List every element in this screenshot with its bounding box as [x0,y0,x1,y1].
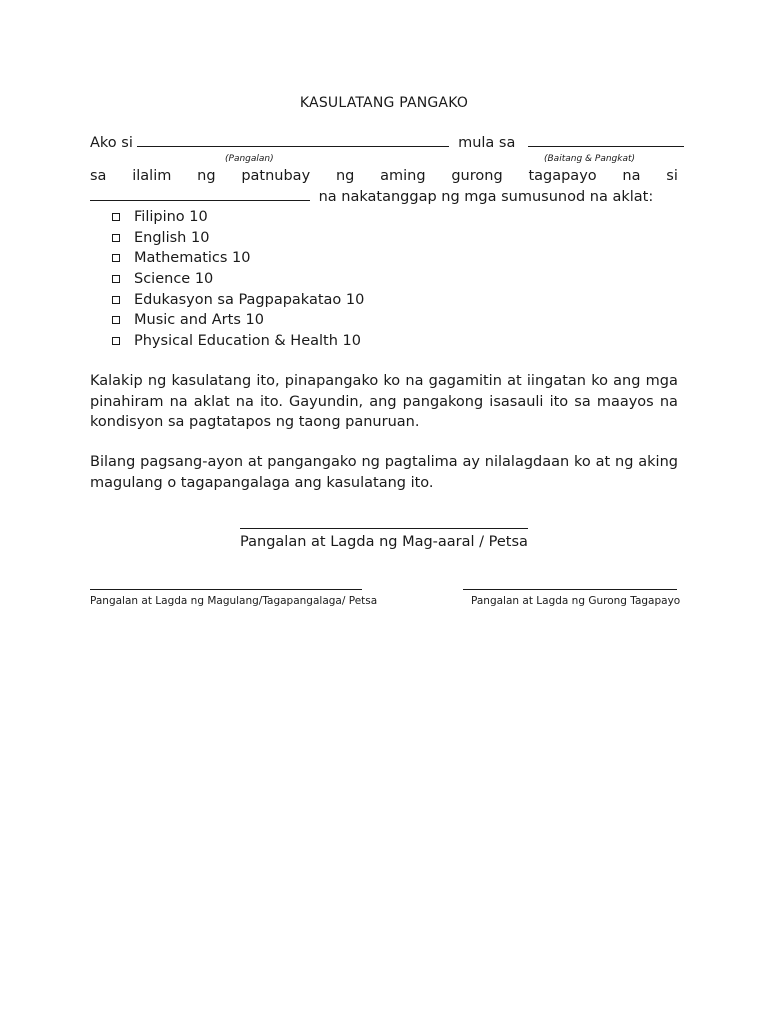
checkbox[interactable] [112,316,120,324]
word: ng [197,168,216,184]
adviser-signature-line[interactable] [463,589,677,590]
book-checklist [112,207,364,351]
word: na [169,393,188,410]
list-item [112,289,364,310]
book-label: Music and Arts 10 [134,312,264,329]
book-label: Science 10 [134,271,214,288]
name-hint: (Pangalan) [225,154,274,164]
receipt-line [90,189,653,205]
word: nilalagdaan [484,454,570,470]
checkbox[interactable] [112,234,120,242]
document-title: KASULATANG PANGAKO [299,95,469,111]
word: gagamitin [428,373,502,389]
checkbox[interactable] [112,254,120,262]
consent-line-2: magulang o tagapangalaga ang kasulatang ito. [90,474,434,491]
word: ng [147,373,167,389]
list-item [112,248,364,269]
adviser-signature-label: Pangalan at Lagda ng Gurong Tagapayo [471,595,681,607]
student-signature-line[interactable] [240,528,528,529]
word: na [659,393,678,410]
pledge-line-2 [90,392,678,413]
word: ko [574,454,591,470]
checkbox[interactable] [112,337,120,345]
pledge-paragraph [90,371,678,433]
checkbox[interactable] [112,296,120,304]
intro-prefix: Ako si [90,135,133,151]
parent-signature-label: Pangalan at Lagda ng Magulang/Tagapangalaga/ Petsa [90,595,378,607]
word: na [235,393,254,410]
word: tagapayo [528,168,597,184]
book-label: English 10 [134,229,210,246]
word: ng [361,454,380,470]
book-label: Mathematics 10 [134,250,251,267]
word: si [666,168,678,184]
word: Kalakip [90,373,143,389]
parent-signature-line[interactable] [90,589,362,590]
word: na [405,373,424,389]
word: sa [90,168,107,184]
word: aklat [193,393,230,410]
word: ng [615,454,634,470]
book-label: Filipino 10 [134,209,208,226]
word: at [595,454,611,470]
list-item [112,207,364,228]
checkbox[interactable] [112,213,120,221]
list-item [112,228,364,249]
list-item [112,269,364,290]
word: Bilang [90,454,136,470]
word: ilalim [132,168,172,184]
word: gurong [451,168,503,184]
word: pagtalima [384,454,458,470]
word: kasulatang [171,373,252,389]
word: pinapangako [284,373,379,389]
word: ang [613,373,641,389]
word: na [622,168,641,184]
word: sa [574,393,591,410]
word: ito, [256,373,280,389]
book-label: Physical Education & Health 10 [134,332,361,349]
grade-section-hint: (Baitang & Pangkat) [544,154,636,164]
word: ko [591,373,608,389]
word: pangangako [267,454,357,470]
word: at [247,454,263,470]
word: ay [462,454,480,470]
consent-paragraph [90,452,678,493]
word: isasauli [489,393,544,410]
grade-section-blank[interactable] [528,145,684,147]
receipt-text: na nakatanggap ng mga sumusunod na aklat: [318,189,654,205]
student-signature-label: Pangalan at Lagda ng Mag-aaral / Petsa [240,534,528,550]
consent-line-1 [90,452,678,473]
list-item [112,331,364,352]
pledge-line-3: kondisyon sa pagtatapos ng taong panuruan. [90,414,420,430]
list-item [112,310,364,331]
pledge-line-1 [90,371,678,392]
word: ito [549,393,569,410]
word: Gayundin, [289,393,364,410]
word: pinahiram [90,393,164,410]
name-blank[interactable] [137,145,449,147]
word: ng [335,168,355,184]
word: pangakong [402,393,484,410]
intro-middle: mula sa [458,135,516,151]
word: pagsang-ayon [140,454,244,470]
word: iingatan [526,373,586,389]
checkbox[interactable] [112,275,120,283]
word: mga [645,373,678,389]
adviser-line [90,168,678,184]
adviser-name-blank[interactable] [90,199,310,201]
word: at [507,373,522,389]
word: ko [383,373,401,389]
word: maayos [596,393,654,410]
word: ito. [259,393,283,410]
word: ang [369,393,397,410]
word: patnubay [241,168,311,184]
intro-line [90,135,684,151]
book-label: Edukasyon sa Pagpapakatao 10 [134,291,365,308]
word: aming [380,168,426,184]
word: aking [638,454,678,470]
